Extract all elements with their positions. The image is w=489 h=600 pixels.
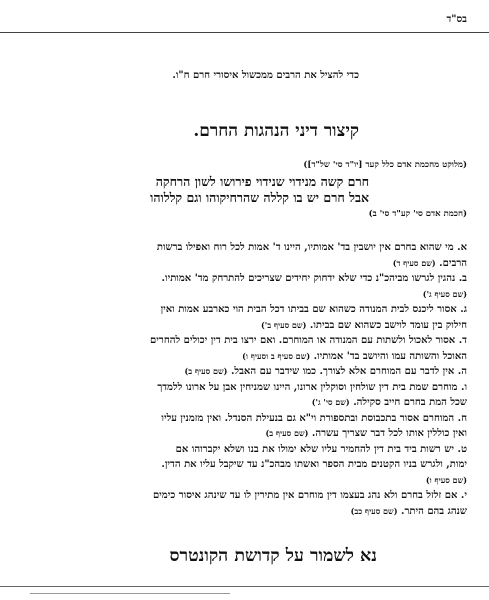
law-text: שנהג בהם היתר. (400, 505, 467, 517)
law-ref: (שם סי' ג') (311, 397, 350, 407)
law-ref: (שם סעיף ב) (184, 366, 228, 376)
law-line (22, 442, 467, 458)
law-ref: (שם סעיף ב) (265, 428, 309, 438)
law-text: ימות, ולגרש בניו הקטנים מבית הספר ואשתו מבהכ"נ עד שיקבל עליו את הדין. (161, 459, 467, 470)
laws-list (22, 240, 467, 519)
law-text: חילוק בין עומד לוישב כשהוא שם בביתו. (309, 319, 467, 331)
law-text: ח. המוחרם אסור בתכבוסת ובתספורת וי"א גם בנעילת הסנדל. ואין מזמנין עליו (161, 412, 467, 424)
law-ref: (שם סעיף ב') (260, 319, 307, 330)
law-text: ט. יש רשות ביד בית דין להחמיר עליו שלא ימולו את בנו ושלא יקברוהו אם (175, 443, 467, 455)
law-ref: (שם סעיף ו) (425, 474, 467, 485)
law-line (22, 287, 467, 303)
law-ref: (שם סעיף ב וסעיף ו) (242, 350, 311, 361)
law-line (22, 240, 467, 256)
page-title: קיצור דיני הנהגות החרם. (193, 121, 359, 141)
law-line (22, 411, 467, 427)
intro-line: כדי להציל את הרבים ממכשול איסורי חרם ח"ו. (172, 70, 359, 81)
footer-notice: נא לשמור על קדושת הקונטרס (169, 546, 377, 566)
law-text: א. מי שהוא בחרם אין יושבין בד' אמותיו, היינו ד' אמות לכל רוח ואפילו ברשות (156, 242, 467, 253)
law-text: ג. אסור ליכנס לבית המנודה כשהוא שם בביתו דכל הבית הוי כארבע אמות ואין (160, 304, 467, 315)
source-citation-bottom: (חכמת אדם סי' קע"ד סי' ב) (368, 209, 467, 219)
law-text: ד. אסור לאכול ולשתות עם המנודה או המוחרם. ואם ירצו בית דין יכולים להחרים (150, 335, 467, 346)
law-line (22, 318, 467, 334)
law-text: האוכל והשותה עמו והיושב בד' אמותיו. (313, 350, 467, 362)
law-text: ו. מוחרם שמת בית דין שולחין וסוקלין ארונו, היינו שמניחין אבן על ארונו ללמדך (157, 381, 467, 393)
law-text: י. אם זלזל בחרם ולא נהג בעצמו דין מוחרם אין מתירין לו עד שינהג איסור כימים (152, 490, 467, 501)
bottom-divider-short (30, 593, 230, 594)
law-text: ואין כוללין אותו לכל דבר שצריך עשרה. (311, 428, 467, 439)
law-line (22, 271, 467, 287)
law-line (22, 302, 467, 318)
law-line (22, 349, 467, 365)
top-divider (0, 32, 489, 33)
law-ref: (שם סעיף ג') (422, 288, 467, 299)
law-ref: (שם סעיף כב) (350, 505, 398, 516)
law-line (22, 457, 467, 473)
law-line (22, 426, 467, 442)
law-line (22, 473, 467, 489)
law-text: הרבים. (439, 257, 467, 269)
page-header-bsd: בס"ד (446, 14, 467, 25)
law-line (22, 395, 467, 411)
law-line (22, 364, 467, 380)
bottom-divider (0, 586, 489, 587)
law-text: ה. אין לדבר עם המוחרם אלא לצורך. כמו שידבר עם האבל. (230, 366, 467, 377)
law-text: ב. נהגין לגרשו מביהכ"נ כדי שלא ידחוק יחידים שצריכים להתרחק מד' אמותיו. (161, 273, 467, 284)
law-text: שכל המת בחרם חייב סקילה. (353, 397, 467, 408)
law-line (22, 256, 467, 272)
poem-line-2: אבל חרם יש בו קללה שהרחיקוהו וגם קללוהו (150, 190, 369, 205)
law-line (22, 504, 467, 520)
law-line (22, 380, 467, 396)
law-ref: (שם סעיף ד) (392, 257, 436, 268)
law-line (22, 333, 467, 349)
law-line (22, 488, 467, 504)
source-citation-top: (מלוקט מחכמת אדם כלל קעד [יו"ד סי' של"ד]) (303, 160, 467, 170)
poem-line-1: חרם קשה מנידוי שנידוי פירושו לשון הרחקה (155, 174, 369, 189)
